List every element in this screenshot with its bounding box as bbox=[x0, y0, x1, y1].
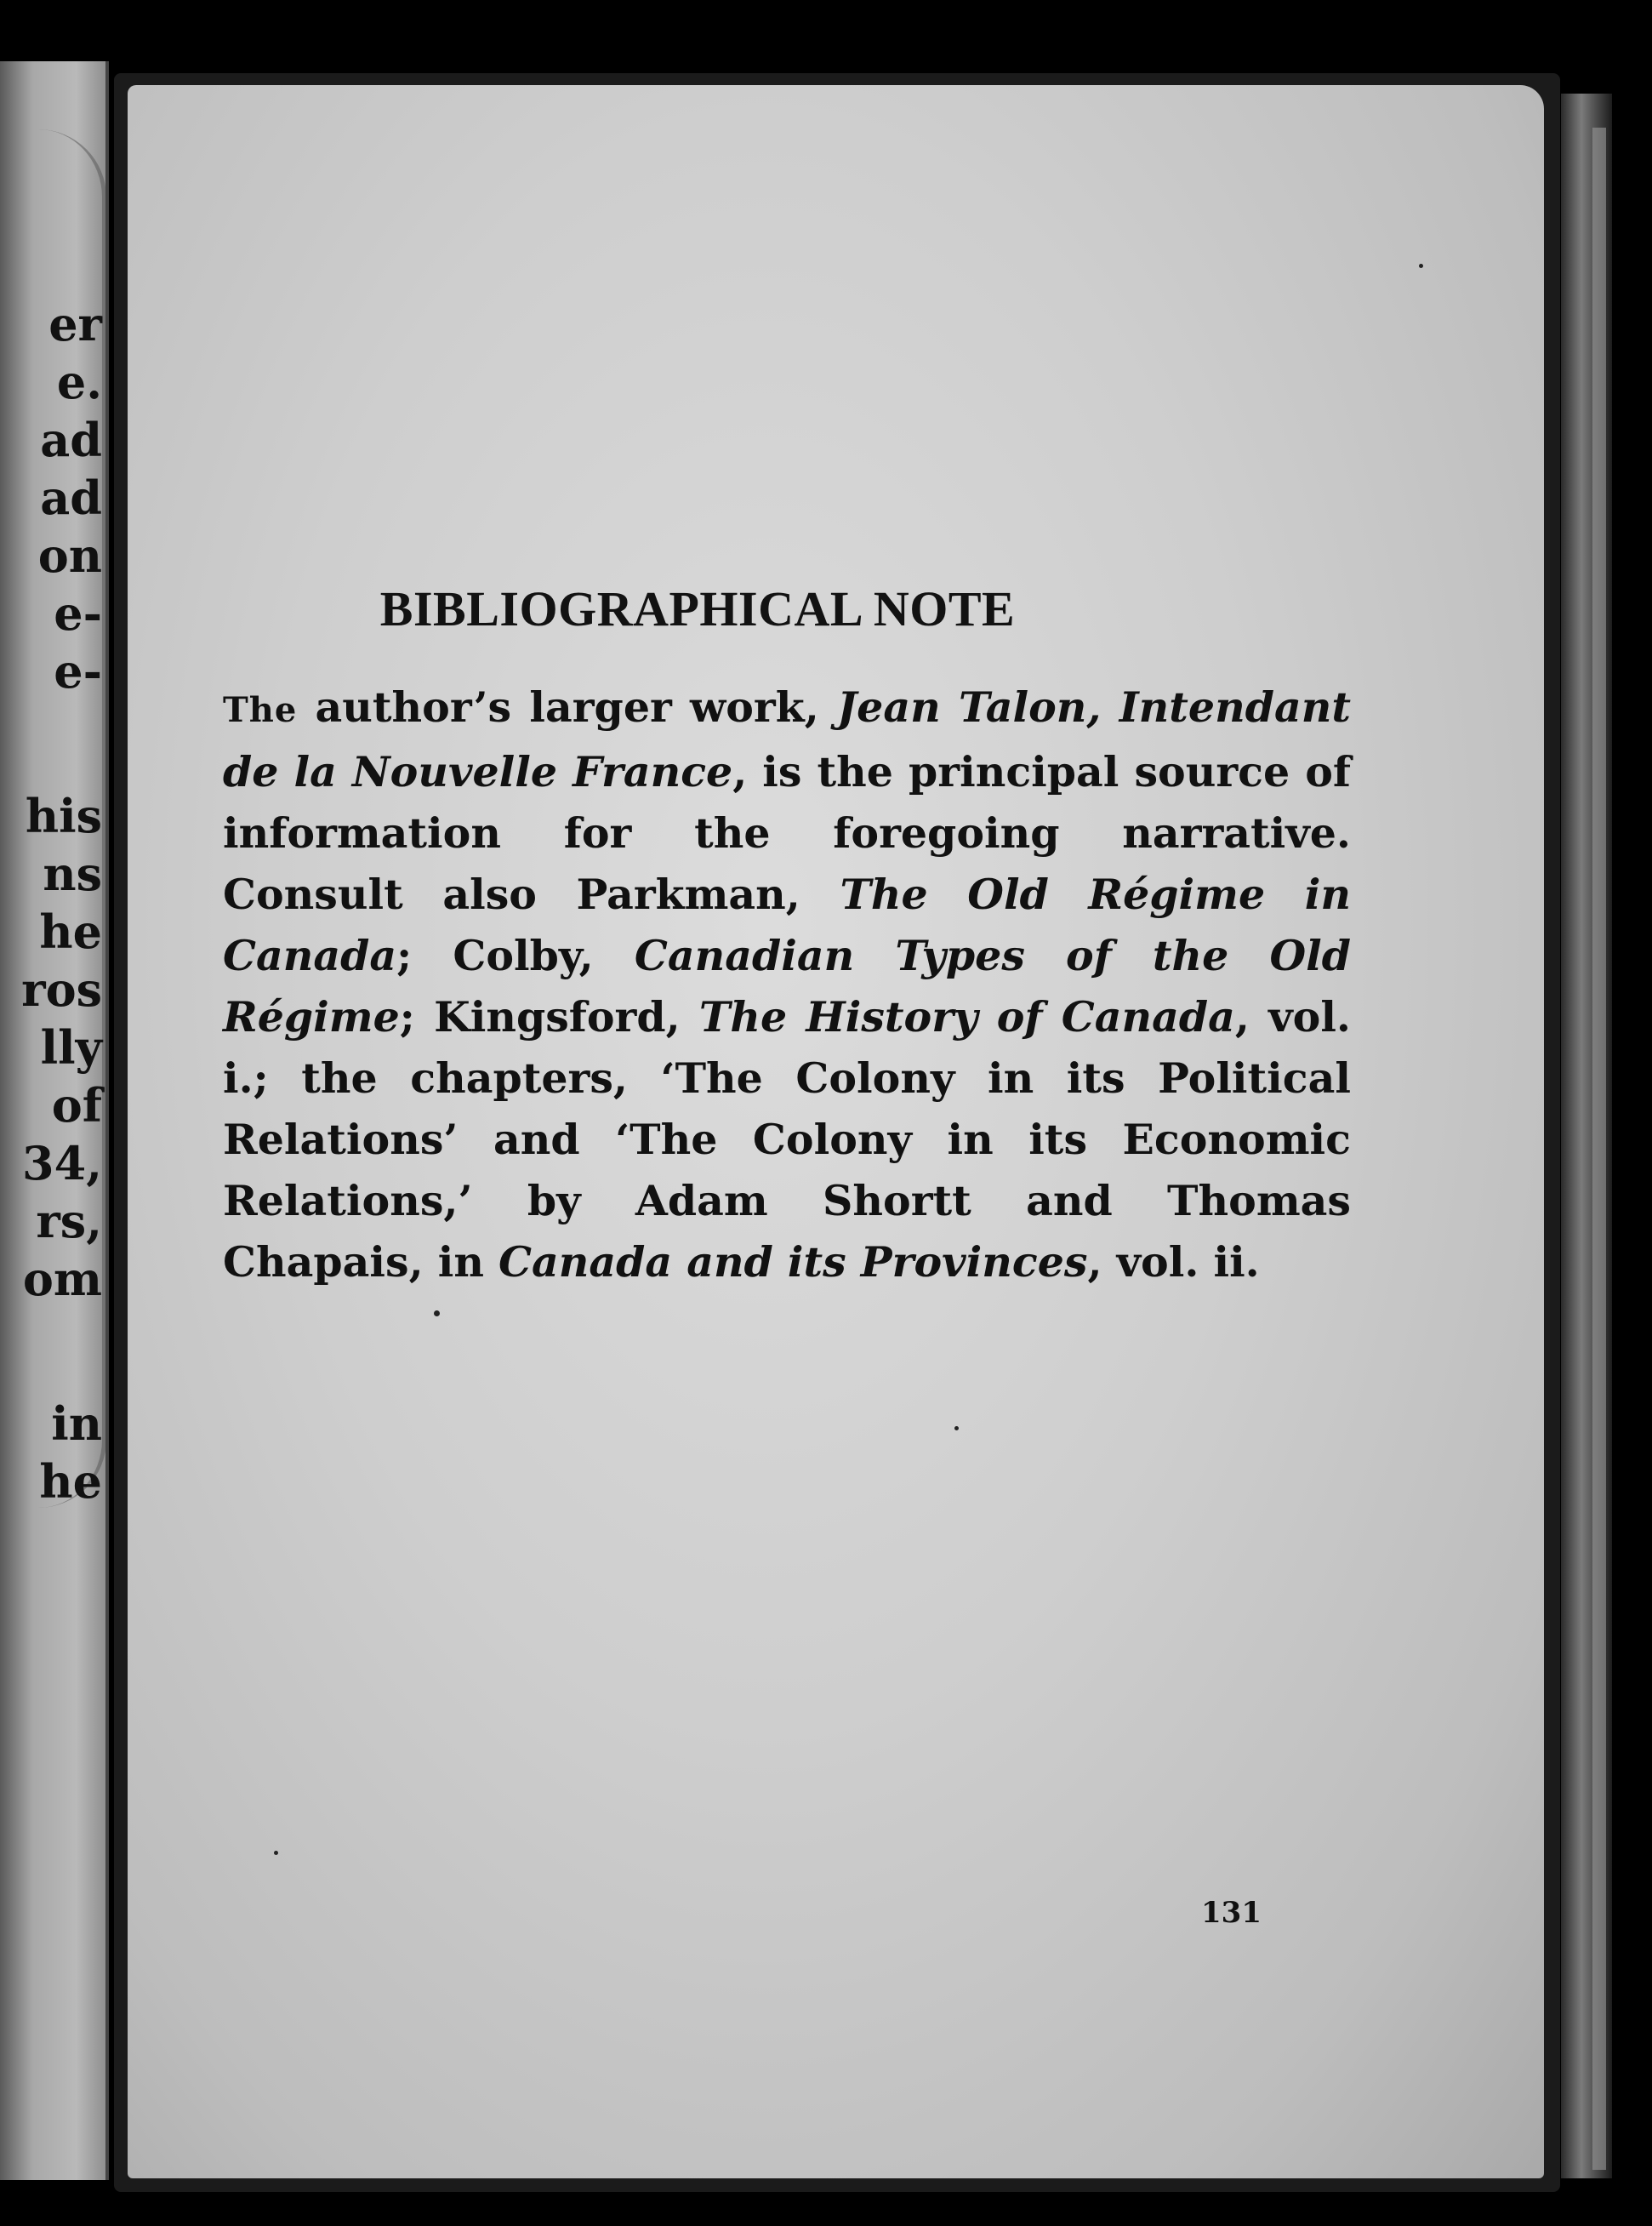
text-run: ; Colby, bbox=[396, 931, 635, 980]
dust-speck bbox=[1419, 264, 1423, 268]
page-edge bbox=[105, 61, 109, 2180]
fragment-gap bbox=[21, 700, 102, 787]
fragment-line: rs, bbox=[36, 1194, 102, 1248]
book-title: Canada and its Provinces bbox=[498, 1237, 1088, 1287]
adjacent-page-text-fragments bbox=[21, 295, 102, 1510]
fragment-gap bbox=[21, 1308, 102, 1395]
fragment-line: ad bbox=[40, 471, 102, 525]
book-title: The History of Canada bbox=[698, 992, 1235, 1042]
text-run: , is the principal source of information for the foregoing narrative. Consult also Parkman, bbox=[223, 747, 1351, 919]
fragment-line: his bbox=[25, 789, 102, 843]
fragment-line: in bbox=[51, 1396, 102, 1451]
fragment-line: 34, bbox=[22, 1136, 102, 1190]
fragment-line: ad bbox=[40, 413, 102, 467]
book-title: Canadian Types of the Old Régime bbox=[223, 931, 1351, 1042]
text-run: ; Kingsford, bbox=[399, 992, 699, 1042]
book-title: Jean Talon, Intendant de la Nouvelle France bbox=[223, 682, 1351, 796]
fragment-line: e- bbox=[54, 644, 102, 699]
bibliography-paragraph bbox=[223, 676, 1351, 1293]
fragment-line: of bbox=[51, 1078, 102, 1133]
dust-speck bbox=[434, 1310, 440, 1316]
fragment-line: he bbox=[39, 905, 102, 959]
book-title: The Old Régime in Canada bbox=[223, 870, 1351, 980]
fragment-line: e. bbox=[56, 355, 102, 409]
adjacent-page bbox=[0, 61, 109, 2180]
fragment-line: om bbox=[22, 1252, 102, 1306]
fragment-line: he bbox=[39, 1454, 102, 1509]
small-caps-lead: The bbox=[223, 690, 298, 730]
fragment-line: lly bbox=[40, 1020, 102, 1075]
dust-speck bbox=[954, 1426, 959, 1430]
text-run: , vol. ii. bbox=[1087, 1237, 1260, 1287]
fragment-line: on bbox=[37, 528, 102, 583]
fragment-line: ns bbox=[43, 847, 102, 901]
book-spine-highlight bbox=[1592, 128, 1606, 2170]
dust-speck bbox=[274, 1851, 278, 1855]
text-run: author’s larger work, bbox=[297, 682, 837, 732]
page-heading: BIBLIOGRAPHICAL NOTE bbox=[379, 581, 1016, 636]
fragment-line: e- bbox=[54, 586, 102, 641]
fragment-line: er bbox=[48, 297, 102, 351]
fragment-line: ros bbox=[21, 962, 102, 1017]
page-number: 131 bbox=[1201, 1896, 1262, 1930]
text-run: , vol. i.; the chapters, ‘The Colony in its Political Relations’ and ‘The Colony in its Economic Relations,’ by Adam Shortt and Thomas Chapais, in bbox=[223, 992, 1351, 1287]
